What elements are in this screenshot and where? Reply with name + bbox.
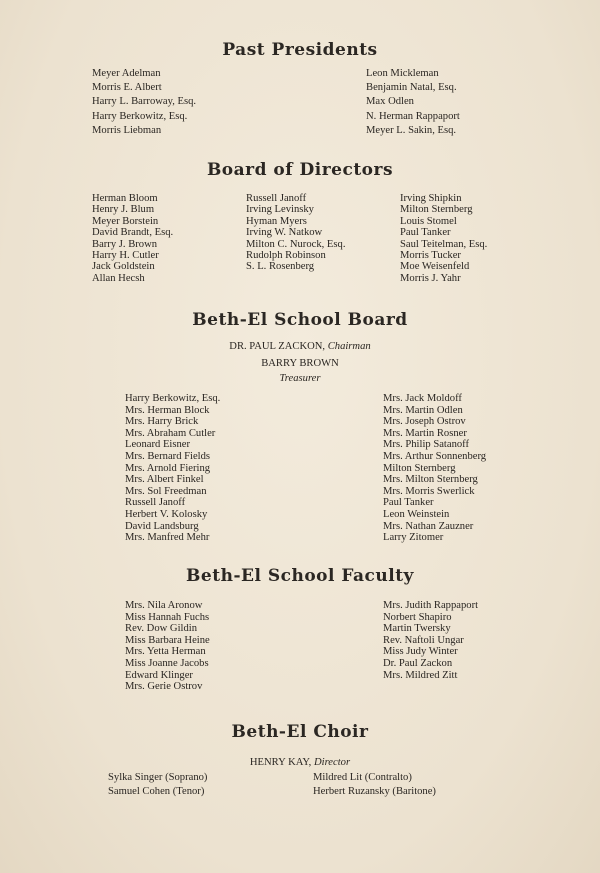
list-item: Sylka Singer (Soprano) (108, 772, 208, 783)
list-item: Meyer L. Sakin, Esq. (366, 124, 457, 136)
list-item: Allan Hecsh (92, 272, 145, 284)
heading-board-of-directors: Board of Directors (206, 160, 394, 180)
list-item: Rev. Dow Gildin (125, 623, 197, 635)
list-item: Mrs. Manfred Mehr (125, 532, 210, 544)
list-item: Morris J. Yahr (400, 272, 461, 284)
list-item: Max Odlen (366, 96, 414, 108)
list-item: Harry H. Cutler (92, 249, 159, 261)
school-faculty-left (125, 600, 210, 693)
list-item: Saul Teitelman, Esq. (400, 238, 488, 250)
list-item: Mrs. Harry Brick (125, 416, 199, 428)
list-item: Irving Levinsky (246, 204, 314, 216)
list-item: S. L. Rosenberg (246, 261, 315, 273)
list-item: Russell Janoff (125, 497, 186, 509)
list-item: Leon Weinstein (383, 508, 450, 520)
list-item: Mrs. Martin Odlen (383, 404, 463, 416)
list-item: Hyman Myers (246, 215, 307, 227)
list-item: David Landsburg (125, 520, 199, 532)
past-presidents-left (92, 67, 196, 138)
chairman-name: DR. PAUL ZACKON, (229, 341, 326, 352)
list-item: Benjamin Natal, Esq. (366, 82, 457, 94)
heading-school-faculty: Beth-El School Faculty (186, 566, 414, 586)
list-item: Harry L. Barroway, Esq. (92, 96, 197, 108)
list-item: Larry Zitomer (383, 532, 444, 544)
list-item: Herbert V. Kolosky (125, 508, 208, 520)
list-item: Miss Judy Winter (383, 646, 458, 658)
list-item: Meyer Borstein (92, 215, 159, 227)
list-item: Irving Shipkin (400, 193, 462, 204)
list-item: Mrs. Mildred Zitt (383, 669, 458, 681)
list-item: Mrs. Martin Rosner (383, 427, 467, 439)
heading-school-board: Beth-El School Board (192, 310, 408, 330)
list-item: Meyer Adelman (92, 68, 161, 79)
list-item: Mrs. Jack Moldoff (383, 393, 462, 404)
school-faculty-right (383, 600, 478, 681)
list-item: David Brandt, Esq. (92, 227, 174, 239)
list-item: Mrs. Nila Aronow (125, 600, 203, 611)
list-item: Mrs. Morris Swerlick (383, 485, 475, 497)
list-item: Mrs. Judith Rappaport (383, 600, 479, 611)
list-item: Louis Stomel (400, 215, 457, 227)
list-item: N. Herman Rappaport (366, 110, 460, 122)
director-name: HENRY KAY, (249, 757, 312, 768)
list-item: Russell Janoff (246, 193, 307, 204)
choir-left (108, 771, 207, 799)
list-item: Rev. Naftoli Ungar (383, 634, 464, 646)
list-item: Mrs. Philip Satanoff (383, 439, 470, 451)
list-item: Milton Sternberg (383, 462, 456, 474)
heading-past-presidents: Past Presidents (222, 40, 378, 60)
list-item: Mrs. Arthur Sonnenberg (383, 450, 487, 462)
board-col-3 (400, 193, 487, 284)
list-item: Moe Weisenfeld (400, 261, 470, 273)
list-item: Harry Berkowitz, Esq. (125, 393, 221, 404)
school-board-left (125, 393, 220, 544)
board-col-2 (246, 193, 345, 273)
list-item: Mildred Lit (Contralto) (313, 772, 412, 783)
school-board-treasurer-name: BARRY BROWN (261, 358, 339, 369)
list-item: Paul Tanker (383, 497, 434, 509)
list-item: Paul Tanker (400, 227, 451, 239)
list-item: Mrs. Joseph Ostrov (383, 416, 466, 428)
list-item: Mrs. Sol Freedman (125, 485, 207, 497)
list-item: Mrs. Herman Block (125, 404, 210, 416)
heading-choir: Beth-El Choir (231, 722, 369, 742)
list-item: Mrs. Nathan Zauzner (383, 520, 474, 532)
list-item: Mrs. Albert Finkel (125, 474, 204, 486)
past-presidents-right (366, 67, 460, 138)
school-board-right (383, 393, 486, 544)
list-item: Leon Mickleman (366, 68, 439, 79)
list-item: Norbert Shapiro (383, 611, 452, 623)
school-board-treasurer-title: Treasurer (279, 373, 321, 384)
list-item: Barry J. Brown (92, 238, 158, 250)
list-item: Edward Klinger (125, 669, 193, 681)
list-item: Mrs. Abraham Cutler (125, 427, 216, 439)
list-item: Henry J. Blum (92, 204, 155, 216)
list-item: Mrs. Gerie Ostrov (125, 681, 203, 693)
list-item: Herman Bloom (92, 193, 158, 204)
list-item: Miss Barbara Heine (125, 634, 210, 646)
choir-right (313, 771, 436, 799)
list-item: Morris E. Albert (92, 82, 162, 94)
chairman-title: Chairman (327, 341, 371, 352)
list-item: Milton C. Nurock, Esq. (246, 238, 346, 250)
board-col-1 (92, 193, 173, 284)
list-item: Jack Goldstein (92, 261, 155, 273)
list-item: Dr. Paul Zackon (383, 657, 453, 669)
director-title: Director (313, 757, 351, 768)
list-item: Leonard Eisner (125, 439, 191, 451)
list-item: Mrs. Arnold Fiering (125, 462, 211, 474)
list-item: Irving W. Natkow (246, 227, 323, 239)
list-item: Morris Liebman (92, 124, 162, 136)
list-item: Miss Hannah Fuchs (125, 611, 210, 623)
list-item: Miss Joanne Jacobs (125, 657, 209, 669)
list-item: Mrs. Bernard Fields (125, 450, 211, 462)
list-item: Mrs. Yetta Herman (125, 646, 206, 658)
list-item: Rudolph Robinson (246, 249, 326, 261)
list-item: Milton Sternberg (400, 204, 473, 216)
list-item: Morris Tucker (400, 249, 461, 261)
list-item: Herbert Ruzansky (Baritone) (313, 786, 436, 798)
choir-director (0, 757, 600, 768)
list-item: Martin Twersky (383, 623, 451, 635)
list-item: Mrs. Milton Sternberg (383, 474, 478, 486)
list-item: Samuel Cohen (Tenor) (108, 786, 205, 798)
school-board-chairman (0, 341, 600, 352)
list-item: Harry Berkowitz, Esq. (92, 110, 188, 122)
